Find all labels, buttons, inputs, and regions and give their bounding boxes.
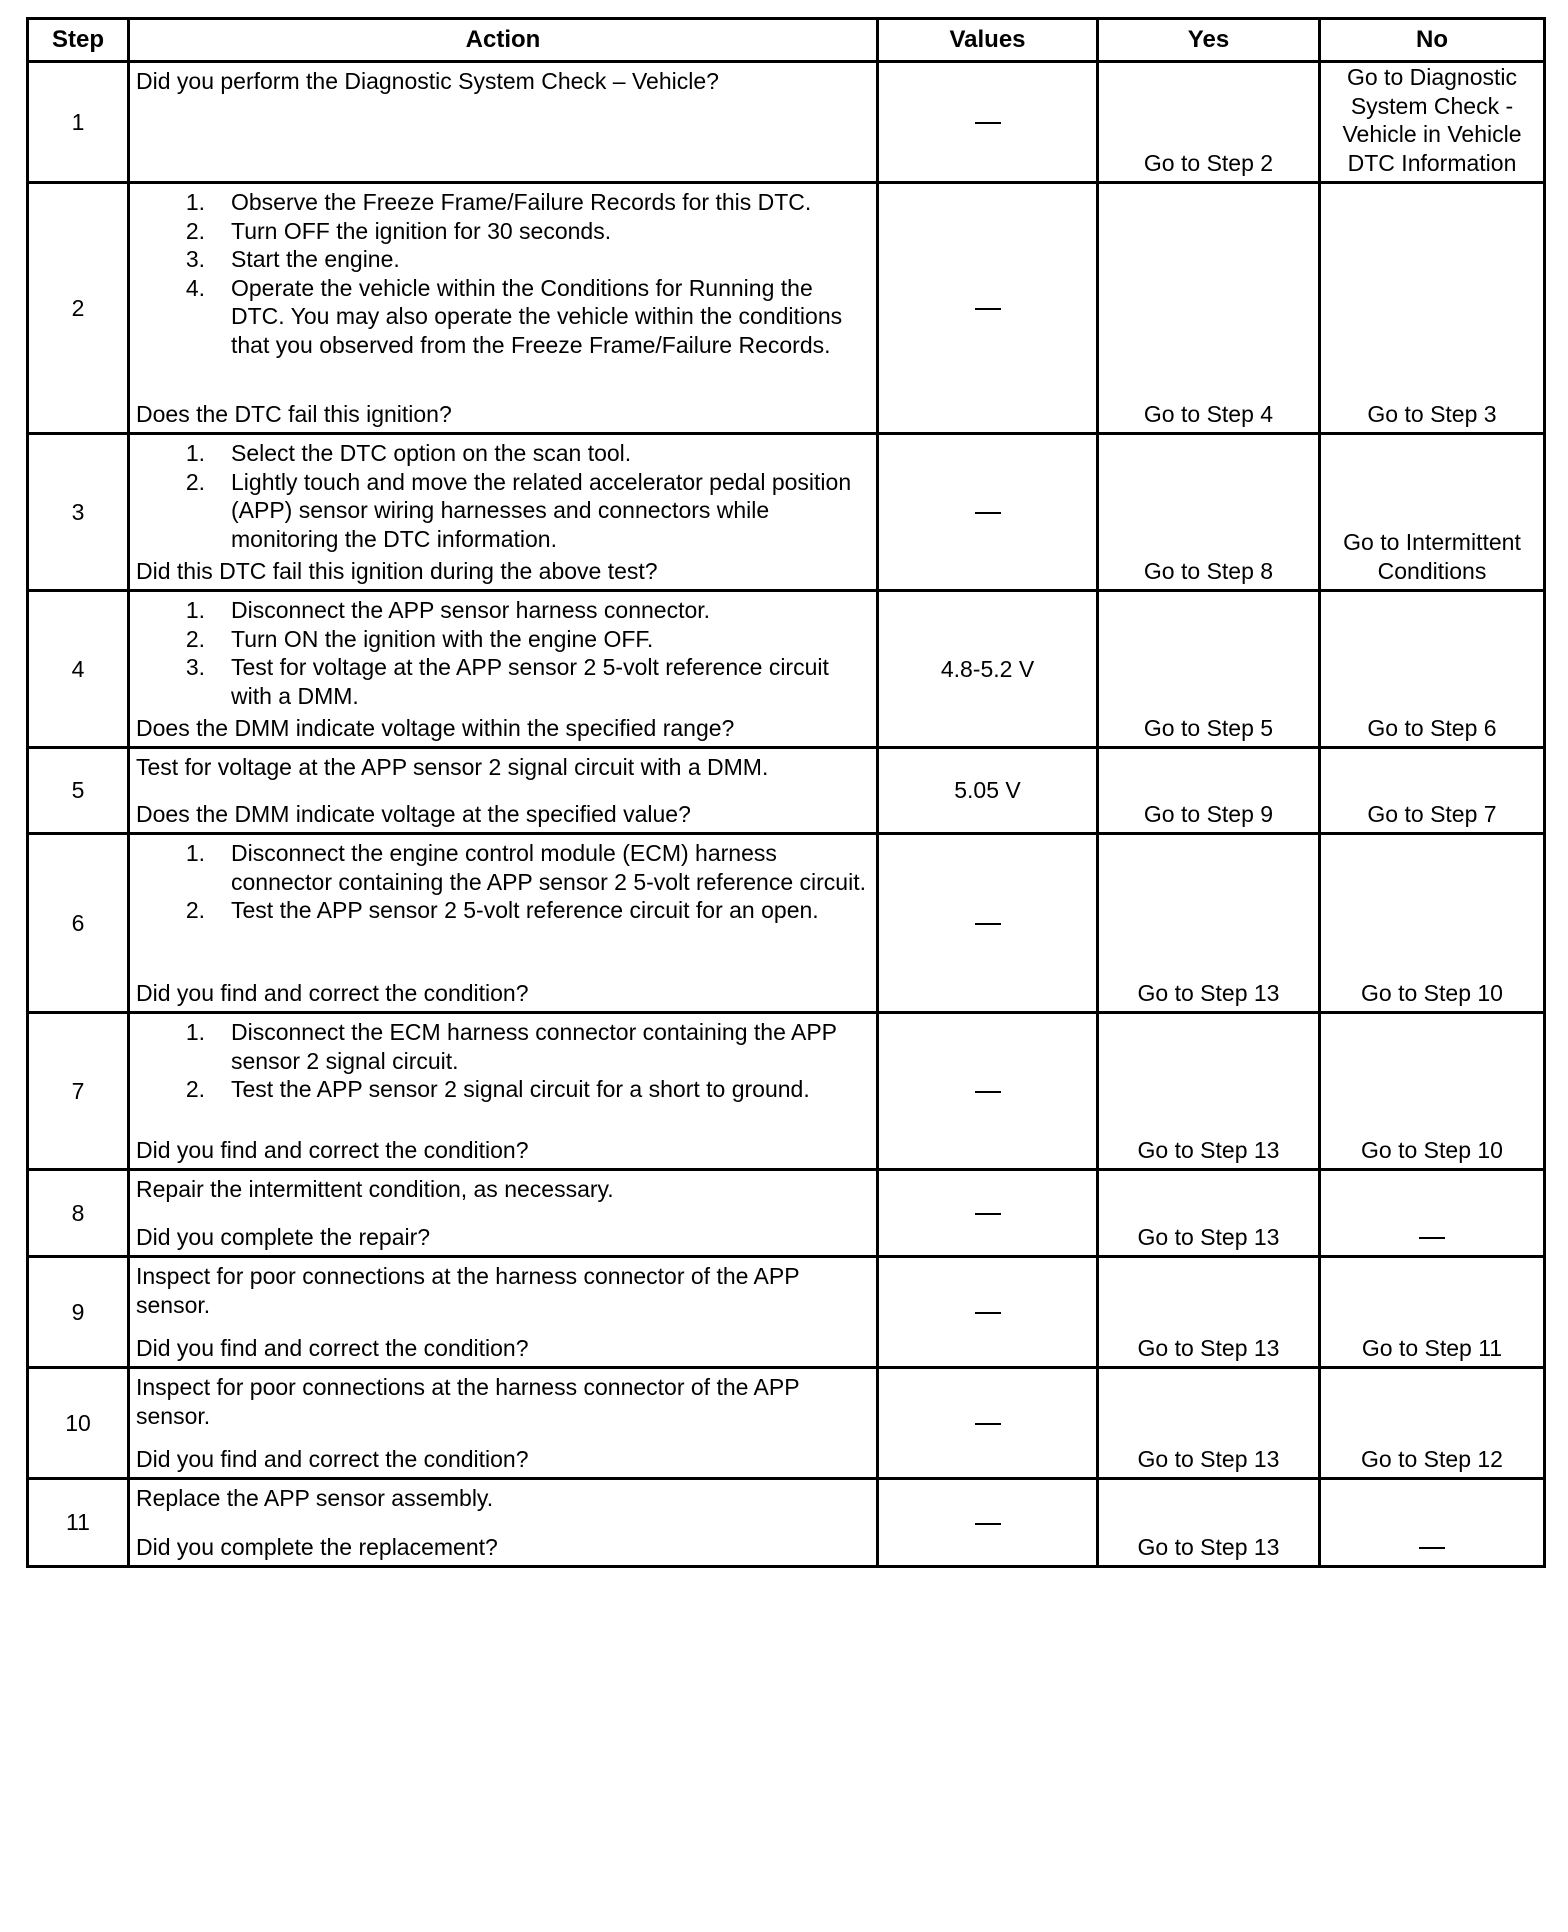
table-row bbox=[28, 1479, 1545, 1567]
action-step-number: 1. bbox=[185, 440, 205, 466]
values-cell bbox=[878, 434, 1098, 591]
table-row bbox=[28, 1257, 1545, 1368]
action-step-number: 2. bbox=[185, 897, 205, 923]
header-no: No bbox=[1320, 19, 1545, 62]
yes-cell: Go to Step 4 bbox=[1098, 183, 1320, 434]
action-question: Did you find and correct the condition? bbox=[136, 1445, 529, 1472]
values-cell: 5.05 V bbox=[878, 748, 1098, 834]
action-step-number: 1. bbox=[185, 840, 205, 866]
action-instruction: Test for voltage at the APP sensor 2 signal circuit with a DMM. bbox=[136, 754, 769, 780]
yes-cell: Go to Step 13 bbox=[1098, 834, 1320, 1013]
action-step-text: Turn OFF the ignition for 30 seconds. bbox=[231, 217, 612, 244]
step-number: 7 bbox=[28, 1013, 129, 1170]
table-body bbox=[28, 62, 1545, 1567]
action-step-number: 2. bbox=[185, 625, 205, 652]
action-content bbox=[130, 592, 876, 746]
action-step-number: 1. bbox=[185, 189, 205, 215]
action-step-item bbox=[130, 439, 866, 468]
action-step-number: 2. bbox=[185, 1076, 205, 1102]
step-number: 2 bbox=[28, 183, 129, 434]
em-dash bbox=[975, 923, 1001, 925]
values-cell bbox=[878, 62, 1098, 183]
action-question: Does the DMM indicate voltage at the specified value? bbox=[136, 800, 691, 827]
em-dash bbox=[1419, 1237, 1445, 1239]
values-cell bbox=[878, 1013, 1098, 1170]
action-step-number: 3. bbox=[185, 654, 205, 680]
header-step: Step bbox=[28, 19, 129, 62]
action-instruction: Inspect for poor connections at the harness connector of the APP sensor. bbox=[136, 1374, 800, 1429]
action-cell bbox=[129, 834, 878, 1013]
diagnostic-table-page bbox=[26, 17, 1543, 1568]
values-cell bbox=[878, 183, 1098, 434]
step-number: 3 bbox=[28, 434, 129, 591]
header-row bbox=[28, 19, 1545, 62]
action-content bbox=[130, 1014, 876, 1168]
yes-cell: Go to Step 13 bbox=[1098, 1013, 1320, 1170]
em-dash bbox=[975, 1312, 1001, 1314]
action-cell bbox=[129, 591, 878, 748]
action-step-item bbox=[130, 839, 866, 896]
header-yes: Yes bbox=[1098, 19, 1320, 62]
action-step-number: 1. bbox=[185, 1019, 205, 1045]
action-cell bbox=[129, 1013, 878, 1170]
action-content bbox=[130, 1258, 876, 1366]
values-cell bbox=[878, 834, 1098, 1013]
action-instruction: Inspect for poor connections at the harness connector of the APP sensor. bbox=[136, 1263, 800, 1318]
action-cell bbox=[129, 62, 878, 183]
header-values: Values bbox=[878, 19, 1098, 62]
step-number: 8 bbox=[28, 1170, 129, 1257]
action-step-number: 1. bbox=[185, 597, 205, 623]
action-step-text: Select the DTC option on the scan tool. bbox=[231, 440, 632, 466]
no-cell: Go to Step 10 bbox=[1320, 834, 1545, 1013]
yes-cell: Go to Step 2 bbox=[1098, 62, 1320, 183]
action-step-item bbox=[130, 245, 866, 274]
action-step-text: Lightly touch and move the related accelerator pedal position (APP) sensor wiring harnesses and connectors while monitoring the DTC information. bbox=[231, 468, 852, 552]
action-content bbox=[130, 184, 876, 432]
no-cell: Go to Step 3 bbox=[1320, 183, 1545, 434]
step-number: 10 bbox=[28, 1368, 129, 1479]
action-step-item bbox=[130, 1018, 866, 1075]
no-cell: Go to Step 10 bbox=[1320, 1013, 1545, 1170]
action-step-text: Disconnect the ECM harness connector containing the APP sensor 2 signal circuit. bbox=[231, 1019, 837, 1074]
action-step-item bbox=[130, 596, 866, 625]
action-step-item bbox=[130, 468, 866, 554]
action-cell bbox=[129, 1368, 878, 1479]
action-step-text: Disconnect the engine control module (ECM) harness connector containing the APP sensor 2 5-volt reference circuit. bbox=[231, 840, 866, 895]
action-cell bbox=[129, 1170, 878, 1257]
step-number: 6 bbox=[28, 834, 129, 1013]
action-step-number: 4. bbox=[185, 274, 205, 301]
action-content bbox=[130, 1369, 876, 1477]
action-content bbox=[130, 435, 876, 589]
action-question: Did you complete the replacement? bbox=[136, 1533, 498, 1560]
values-cell bbox=[878, 1257, 1098, 1368]
action-step-text: Test the APP sensor 2 5-volt reference circuit for an open. bbox=[231, 897, 819, 923]
action-question: Did you find and correct the condition? bbox=[136, 1334, 529, 1361]
action-content bbox=[130, 1480, 876, 1565]
action-step-item bbox=[130, 217, 866, 246]
action-cell bbox=[129, 748, 878, 834]
no-cell: Go to Step 12 bbox=[1320, 1368, 1545, 1479]
action-steps-list bbox=[130, 435, 876, 553]
no-cell bbox=[1320, 1170, 1545, 1257]
yes-cell: Go to Step 13 bbox=[1098, 1368, 1320, 1479]
action-step-text: Start the engine. bbox=[231, 246, 400, 272]
action-step-text: Observe the Freeze Frame/Failure Records for this DTC. bbox=[231, 189, 812, 215]
no-cell: Go to Step 6 bbox=[1320, 591, 1545, 748]
em-dash bbox=[975, 308, 1001, 310]
table-row bbox=[28, 1013, 1545, 1170]
yes-cell: Go to Step 5 bbox=[1098, 591, 1320, 748]
step-number: 5 bbox=[28, 748, 129, 834]
no-cell: Go to Step 7 bbox=[1320, 748, 1545, 834]
action-cell bbox=[129, 434, 878, 591]
table-row bbox=[28, 1368, 1545, 1479]
action-step-number: 2. bbox=[185, 217, 205, 244]
step-number: 11 bbox=[28, 1479, 129, 1567]
values-cell: 4.8-5.2 V bbox=[878, 591, 1098, 748]
action-question: Did you find and correct the condition? bbox=[136, 979, 529, 1006]
yes-cell: Go to Step 13 bbox=[1098, 1257, 1320, 1368]
action-step-item bbox=[130, 625, 866, 654]
action-question: Did you find and correct the condition? bbox=[136, 1136, 529, 1163]
action-instruction: Did you perform the Diagnostic System Check – Vehicle? bbox=[136, 68, 719, 94]
action-content bbox=[130, 1171, 876, 1255]
no-cell: Go to Intermittent Conditions bbox=[1320, 434, 1545, 591]
action-step-text: Turn ON the ignition with the engine OFF. bbox=[231, 625, 654, 652]
action-question: Did you complete the repair? bbox=[136, 1223, 431, 1250]
action-step-text: Operate the vehicle within the Conditions for Running the DTC. You may also operate the vehicle within the conditions that you observed from the Freeze Frame/Failure Records. bbox=[231, 274, 843, 358]
em-dash bbox=[1419, 1547, 1445, 1549]
em-dash bbox=[975, 122, 1001, 124]
no-cell: Go to Diagnostic System Check - Vehicle in Vehicle DTC Information bbox=[1320, 62, 1545, 183]
header-action: Action bbox=[129, 19, 878, 62]
values-cell bbox=[878, 1170, 1098, 1257]
action-content bbox=[130, 63, 876, 159]
action-instruction: Replace the APP sensor assembly. bbox=[136, 1485, 494, 1511]
values-cell bbox=[878, 1479, 1098, 1567]
no-cell: Go to Step 11 bbox=[1320, 1257, 1545, 1368]
action-steps-list bbox=[130, 835, 876, 925]
yes-cell: Go to Step 8 bbox=[1098, 434, 1320, 591]
action-step-item bbox=[130, 274, 866, 360]
action-step-text: Test the APP sensor 2 signal circuit for a short to ground. bbox=[231, 1076, 810, 1102]
action-question: Did this DTC fail this ignition during the above test? bbox=[136, 557, 658, 584]
step-number: 9 bbox=[28, 1257, 129, 1368]
action-step-text: Test for voltage at the APP sensor 2 5-volt reference circuit with a DMM. bbox=[231, 654, 829, 709]
action-cell bbox=[129, 1257, 878, 1368]
action-steps-list bbox=[130, 592, 876, 710]
diagnostic-steps-table bbox=[26, 17, 1546, 1568]
yes-cell: Go to Step 13 bbox=[1098, 1479, 1320, 1567]
action-instruction: Repair the intermittent condition, as necessary. bbox=[136, 1176, 614, 1202]
em-dash bbox=[975, 1423, 1001, 1425]
table-row bbox=[28, 183, 1545, 434]
action-steps-list bbox=[130, 184, 876, 359]
action-step-item bbox=[130, 653, 866, 710]
table-row bbox=[28, 748, 1545, 834]
yes-cell: Go to Step 9 bbox=[1098, 748, 1320, 834]
values-cell bbox=[878, 1368, 1098, 1479]
em-dash bbox=[975, 1091, 1001, 1093]
action-content bbox=[130, 835, 876, 1011]
action-step-item bbox=[130, 1075, 866, 1104]
table-row bbox=[28, 1170, 1545, 1257]
em-dash bbox=[975, 512, 1001, 514]
action-cell bbox=[129, 1479, 878, 1567]
em-dash bbox=[975, 1213, 1001, 1215]
action-step-number: 3. bbox=[185, 246, 205, 272]
yes-cell: Go to Step 13 bbox=[1098, 1170, 1320, 1257]
action-step-text: Disconnect the APP sensor harness connector. bbox=[231, 597, 711, 623]
action-question: Does the DMM indicate voltage within the specified range? bbox=[136, 714, 735, 741]
step-number: 4 bbox=[28, 591, 129, 748]
action-step-number: 2. bbox=[185, 468, 205, 495]
table-row bbox=[28, 434, 1545, 591]
action-step-item bbox=[130, 896, 866, 925]
table-row bbox=[28, 591, 1545, 748]
action-cell bbox=[129, 183, 878, 434]
table-row bbox=[28, 834, 1545, 1013]
table-row bbox=[28, 62, 1545, 183]
em-dash bbox=[975, 1523, 1001, 1525]
action-steps-list bbox=[130, 1014, 876, 1104]
action-content bbox=[130, 749, 876, 832]
step-number: 1 bbox=[28, 62, 129, 183]
action-step-item bbox=[130, 188, 866, 217]
action-question: Does the DTC fail this ignition? bbox=[136, 400, 452, 427]
no-cell bbox=[1320, 1479, 1545, 1567]
